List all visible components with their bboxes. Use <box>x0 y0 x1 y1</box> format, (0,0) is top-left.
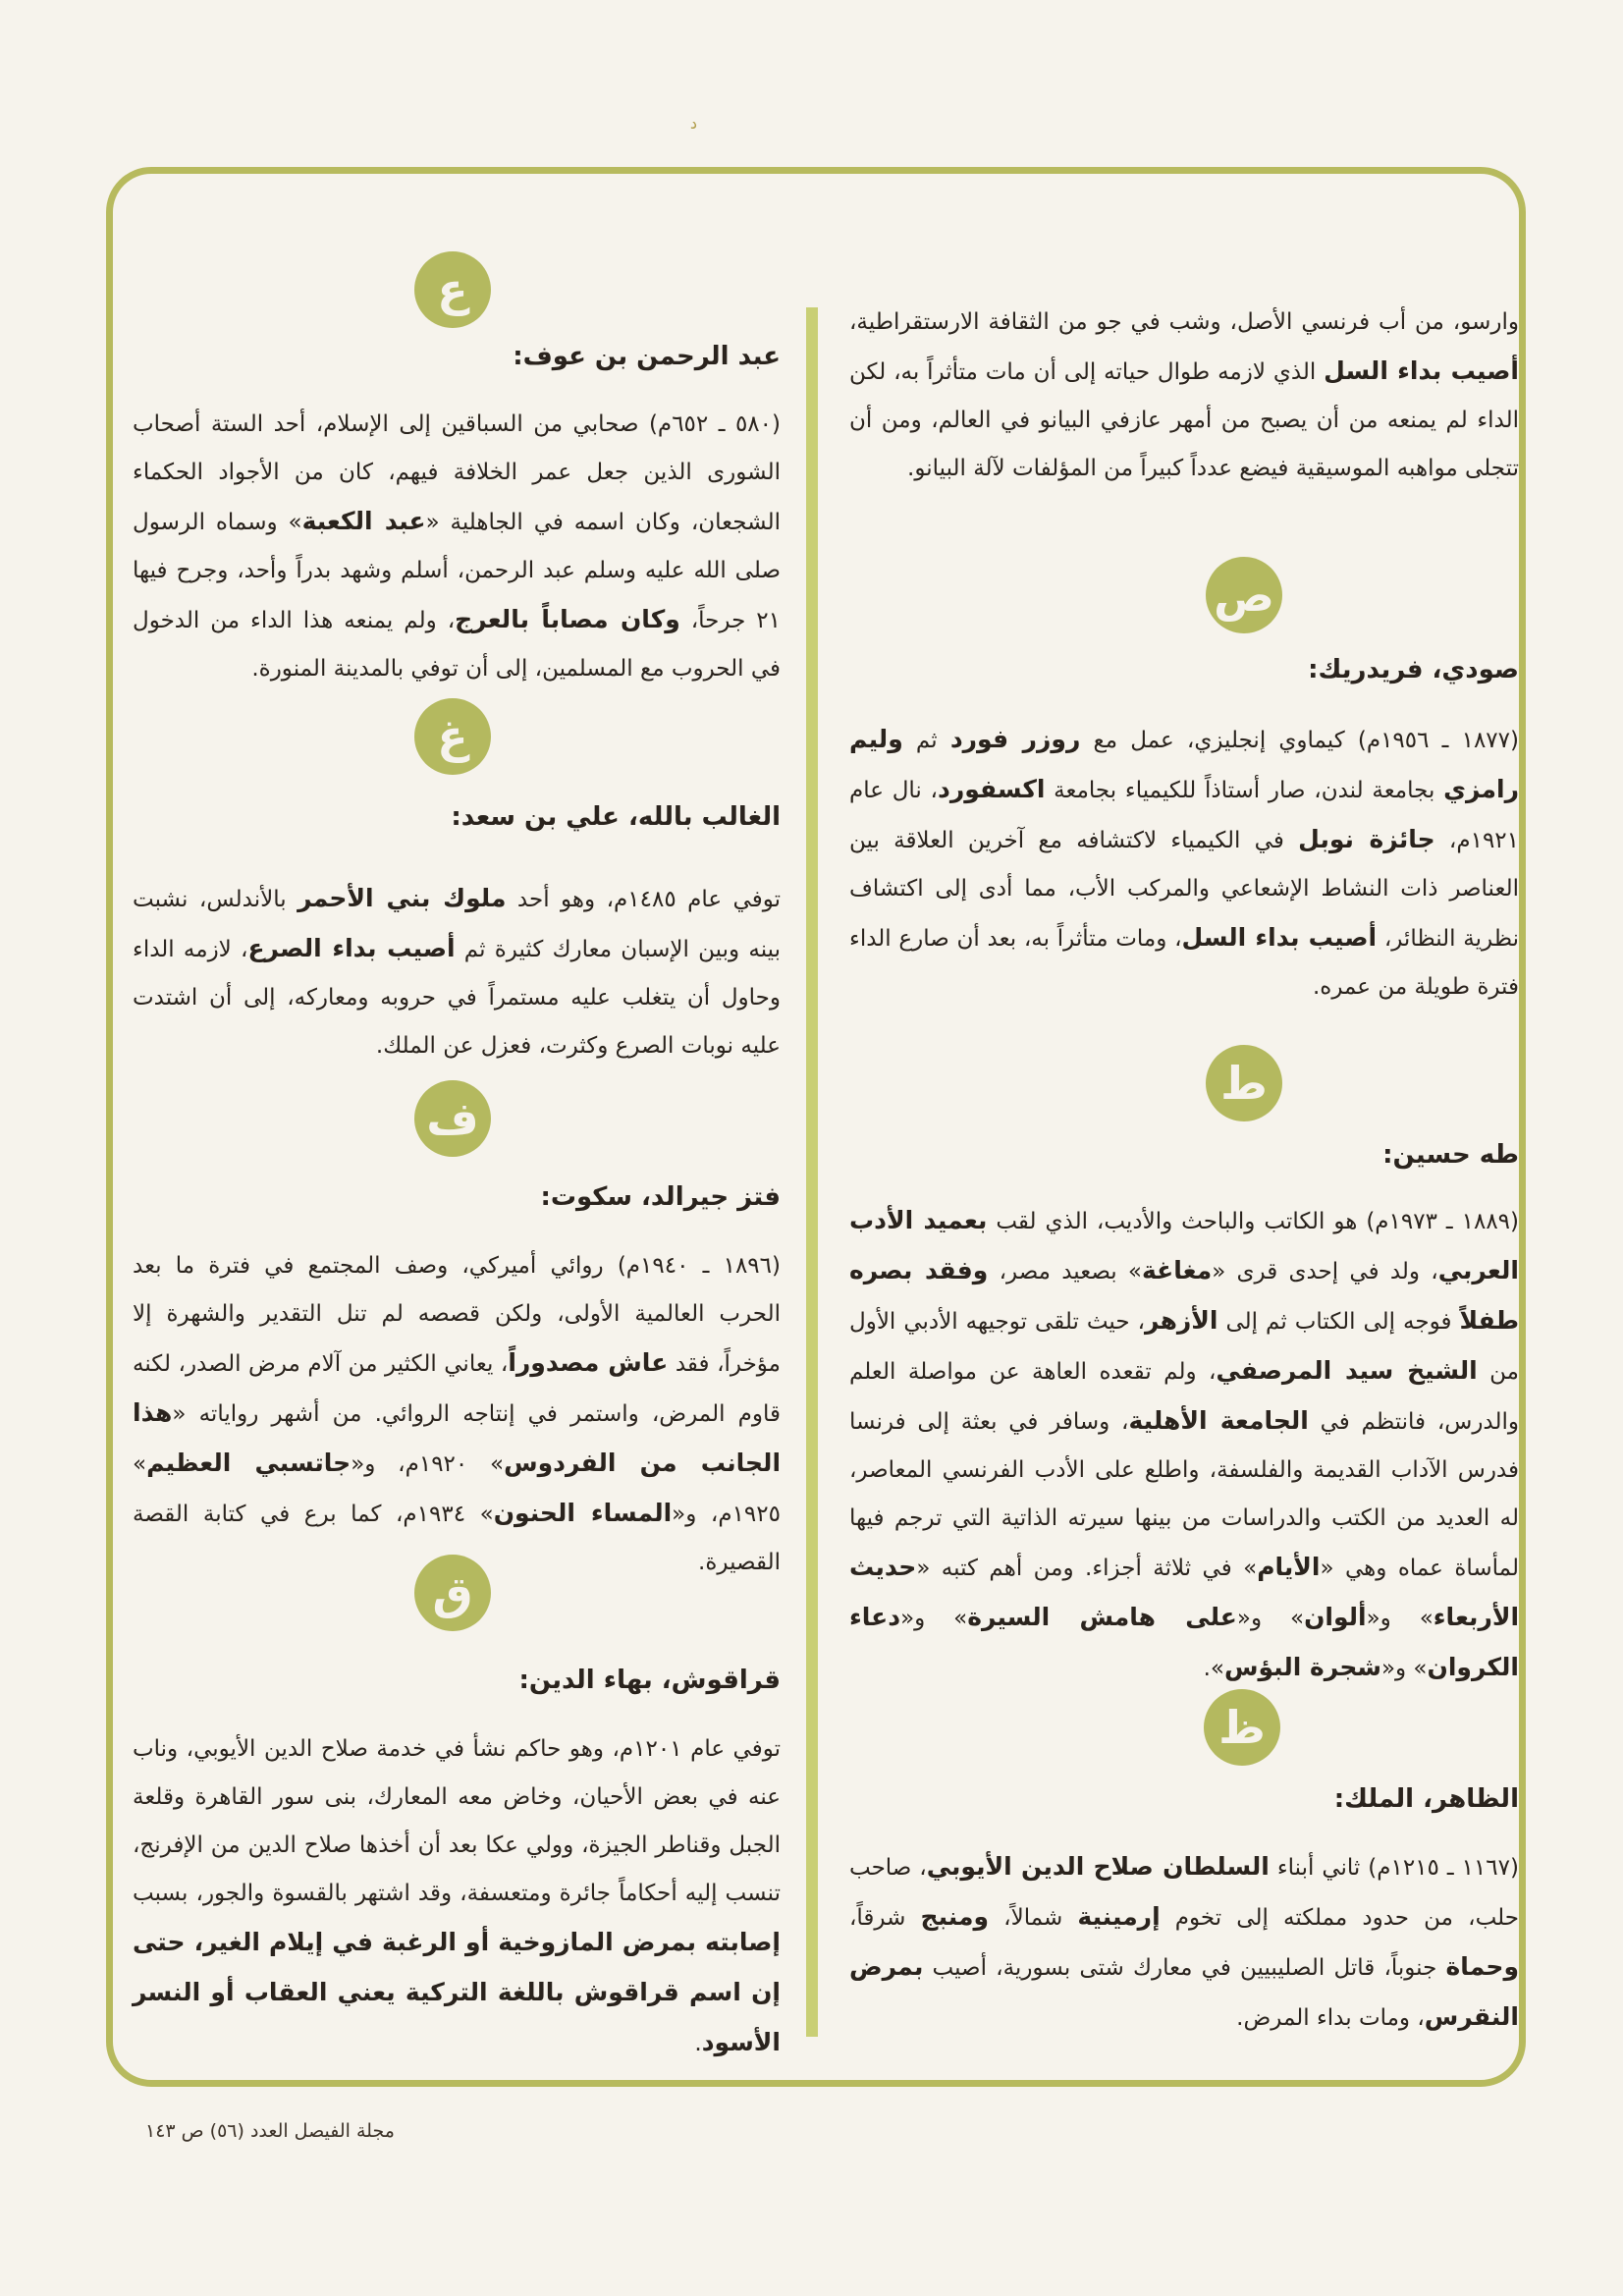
entry-title-awf: عبد الرحمن بن عوف: <box>513 342 781 371</box>
emphasis-text: أصيب بداء الصرع <box>247 934 456 962</box>
body-text: ». <box>1203 1656 1224 1681</box>
emphasis-text: إصابته بمرض المازوخية أو الرغبة في إيلام الغير، حتى إن اسم قراقوش باللغة التركية يعني العقاب أو النسر الأسود <box>133 1928 781 2056</box>
body-text: ، صاحب حلب، من حدود مملكته إلى تخوم <box>849 1855 1519 1931</box>
body-text: (١٨٧٧ ـ ١٩٥٦م) كيماوي إنجليزي، عمل مع <box>1080 728 1519 753</box>
body-text: ، لازمه الداء وحاول أن يتغلب عليه مستمراً في حروبه ومعاركه، إلى أن اشتدت عليه نوبات الصرع وكثرت، فعزل عن الملك. <box>133 937 781 1059</box>
body-text: ، نال عام ١٩٢١م، <box>849 778 1520 853</box>
letter-badge-fa: ف <box>414 1080 491 1157</box>
emphasis-text: عبد الكعبة <box>301 507 426 535</box>
qaraqosh-entry-text <box>133 1725 781 2068</box>
zaher-entry-text <box>849 1842 1519 2043</box>
emphasis-text: بعميد الأدب العربي <box>849 1206 1520 1285</box>
body-text: (٥٨٠ ـ ٦٥٢م) صحابي من السباقين إلى الإسلام، أحد الستة أصحاب الشورى الذين جعل عمر الخلافة فيهم، كان من الأجواد الحكماء الشجعان، وكان اسمه في الجاهلية « <box>133 411 781 535</box>
emphasis-text: شجرة البؤس <box>1223 1653 1381 1681</box>
soddy-entry-text <box>849 715 1519 1011</box>
emphasis-text: أصيب بداء السل <box>1181 923 1378 952</box>
emphasis-text: أصيب بداء السل <box>1324 356 1519 385</box>
body-text: ، يعاني الكثير من آلام مرض الصدر، لكنه قاوم المرض، واستمر في إنتاجه الروائي. من أشهر رواياته « <box>133 1351 781 1427</box>
chopin-entry-text <box>849 299 1519 493</box>
letter-badge-qaf: ق <box>414 1555 491 1631</box>
body-text: ، ولم يمنعه هذا الداء من الدخول في الحروب مع المسلمين، إلى أن توفي بالمدينة المنورة. <box>133 608 781 682</box>
body-text: توفي عام ١٢٠١م، وهو حاكم نشأ في خدمة صلاح الدين الأيوبي، وناب عنه في بعض الأحيان، وخاض معه المعارك، بنى سور القاهرة وقلعة الجبل وقناطر الجيزة، وولي عكا بعد أن أخذها صلاح الدين من الإفرنج، تنسب إليه أحكاماً جائرة ومتعسفة، وقد اشتهر بالقسوة والجور، بسبب <box>133 1736 781 1906</box>
emphasis-text: ومنبج <box>920 1902 989 1931</box>
emphasis-text: جائزة نوبل <box>1298 825 1435 853</box>
body-text: » و« <box>1236 1606 1305 1631</box>
body-text: ، ومات بداء المرض. <box>1236 2005 1425 2031</box>
body-text: وارسو، من أب فرنسي الأصل، وشب في جو من الثقافة الارستقراطية، <box>849 309 1519 335</box>
entry-title-fitz: فتز جيرالد، سكوت: <box>540 1182 781 1212</box>
emphasis-text: روزر فورد <box>949 725 1081 753</box>
body-text: في الكيمياء لاكتشافه مع آخرين العلاقة بين العناصر ذات النشاط الإشعاعي والمركب الأب، مما أدى إلى اكتشاف نظرية النظائر، <box>849 828 1519 952</box>
emphasis-text: الأزهر <box>1145 1306 1218 1335</box>
body-text: » و« <box>1366 1606 1434 1631</box>
emphasis-text: الأيام <box>1257 1553 1321 1581</box>
emphasis-text: وليم رامزي <box>849 725 1519 803</box>
body-text: شمالاً، <box>989 1905 1078 1931</box>
emphasis-text: عاش مصدوراً <box>508 1348 669 1377</box>
emphasis-text: بمرض النقرس <box>849 1952 1519 2031</box>
ghaleb-entry-text <box>133 874 781 1070</box>
emphasis-text: الجامعة الأهلية <box>1128 1406 1309 1435</box>
body-text: بالأندلس، نشبت بينه وبين الإسبان معارك كثيرة ثم <box>133 887 781 962</box>
emphasis-text: الشيخ سيد المرصفي <box>1216 1356 1478 1385</box>
page-footer: مجلة الفيصل العدد (٥٦) ص ١٤٣ <box>145 2120 395 2142</box>
entry-title-ghaleb: الغالب بالله، علي بن سعد: <box>451 802 781 832</box>
body-text: توفي عام ١٤٨٥م، وهو أحد <box>506 887 782 912</box>
emphasis-text: وفقد بصره طفلاً <box>849 1256 1519 1335</box>
body-text: » وسماه الرسول صلى الله عليه وسلم عبد الرحمن، أسلم وشهد بدراً وأحد، وجرح فيها ٢١ جرحاً، <box>133 510 782 633</box>
emphasis-text: إرمينية <box>1077 1902 1161 1931</box>
emphasis-text: جاتسبي العظيم <box>146 1449 352 1477</box>
emphasis-text: مغاغة <box>1142 1256 1213 1285</box>
entry-title-soddy: صودي، فريدريك: <box>1308 655 1519 684</box>
column-divider <box>806 307 818 2037</box>
fitz-entry-text <box>133 1242 781 1587</box>
emphasis-text: وحماة <box>1445 1952 1519 1981</box>
body-text: (١٨٩٦ ـ ١٩٤٠م) روائي أميركي، وصف المجتمع في فترة ما بعد الحرب العالمية الأولى، ولكن قصصه لم تنل التقدير والشهرة إلا مؤخراً، فقد <box>133 1253 781 1377</box>
body-text: (١١٦٧ ـ ١٢١٥م) ثاني أبناء <box>1269 1855 1519 1881</box>
entry-title-taha: طه حسين: <box>1382 1140 1519 1170</box>
letter-badge-sad: ص <box>1206 557 1282 633</box>
emphasis-text: هذا الجانب من الفردوس <box>133 1398 782 1477</box>
body-text: » في ثلاثة أجزاء. ومن أهم كتبه « <box>916 1556 1258 1581</box>
body-text: » بصعيد مصر، <box>988 1259 1142 1285</box>
body-text: ، ولد في إحدى قرى « <box>1212 1259 1438 1285</box>
body-text: (١٨٨٩ ـ ١٩٧٣م) هو الكاتب والباحث والأديب، الذي لقب <box>987 1209 1520 1234</box>
letter-badge-za: ظ <box>1204 1689 1280 1766</box>
emphasis-text: السلطان صلاح الدين الأيوبي <box>926 1852 1270 1881</box>
emphasis-text: اكسفورد <box>937 775 1046 803</box>
emphasis-text: وكان مصاباً بالعرج <box>455 605 680 633</box>
emphasis-text: ملوك بني الأحمر <box>298 884 507 912</box>
emphasis-text: دعاء الكروان <box>849 1603 1519 1681</box>
body-text: شرقاً، <box>849 1905 921 1931</box>
body-text: » ١٩٢٥م، و« <box>133 1451 781 1527</box>
body-text: الذي لازمه طوال حياته إلى أن مات متأثراً به، لكن الداء لم يمنعه من أن يصبح من أمهر عازفي البيانو في العالم، ومن أن تتجلى مواهبه الموسيقية فيضع عدداً كبيراً من المؤلفات لآلة البيانو. <box>849 359 1519 481</box>
body-text: » و« <box>900 1606 968 1631</box>
body-text: ثم <box>902 728 950 753</box>
body-text: بجامعة لندن، صار أستاذاً للكيمياء بجامعة <box>1045 778 1444 803</box>
body-text: ، وسافر في بعثة إلى فرنسا فدرس الآداب القديمة والفلسفة، واطلع على الأدب الفرنسي المعاصر، له العديد من الكتب والدراسات من بينها سيرته الذاتية التي ترجم فيها لمأساة عماه وهي « <box>849 1409 1519 1581</box>
entry-title-zaher: الظاهر، الملك: <box>1333 1784 1519 1814</box>
body-text: ، ولم تقعده العاهة عن مواصلة العلم والدرس، فانتظم في <box>849 1359 1519 1435</box>
top-mark: د <box>689 114 697 133</box>
body-text: ، ومات متأثراً به، بعد أن صارع الداء فترة طويلة من عمره. <box>849 926 1519 1000</box>
awf-entry-text <box>133 401 781 693</box>
letter-badge-ta: ط <box>1206 1045 1282 1121</box>
body-text: ، حيث تلقى توجيهه الأدبي الأول من <box>849 1309 1519 1385</box>
taha-entry-text <box>849 1196 1519 1693</box>
body-text: . <box>694 2031 702 2056</box>
body-text: فوجه إلى الكتاب ثم إلى <box>1217 1309 1460 1335</box>
emphasis-text: على هامش السيرة <box>967 1603 1237 1631</box>
body-text: » و« <box>1380 1656 1428 1681</box>
body-text: جنوباً، قاتل الصليبيين في معارك شتى بسورية، أصيب <box>923 1955 1446 1981</box>
body-text: » ١٩٢٠م، و« <box>351 1451 505 1477</box>
emphasis-text: حديث الأربعاء <box>849 1553 1520 1631</box>
letter-badge-ain: ع <box>414 251 491 328</box>
entry-title-qaraqosh: قراقوش، بهاء الدين: <box>518 1666 781 1695</box>
emphasis-text: المساء الحنون <box>493 1499 673 1527</box>
emphasis-text: ألوان <box>1304 1603 1367 1631</box>
letter-badge-ghain: غ <box>414 698 491 775</box>
body-text: » ١٩٣٤م، كما برع في كتابة القصة القصيرة. <box>133 1502 781 1575</box>
